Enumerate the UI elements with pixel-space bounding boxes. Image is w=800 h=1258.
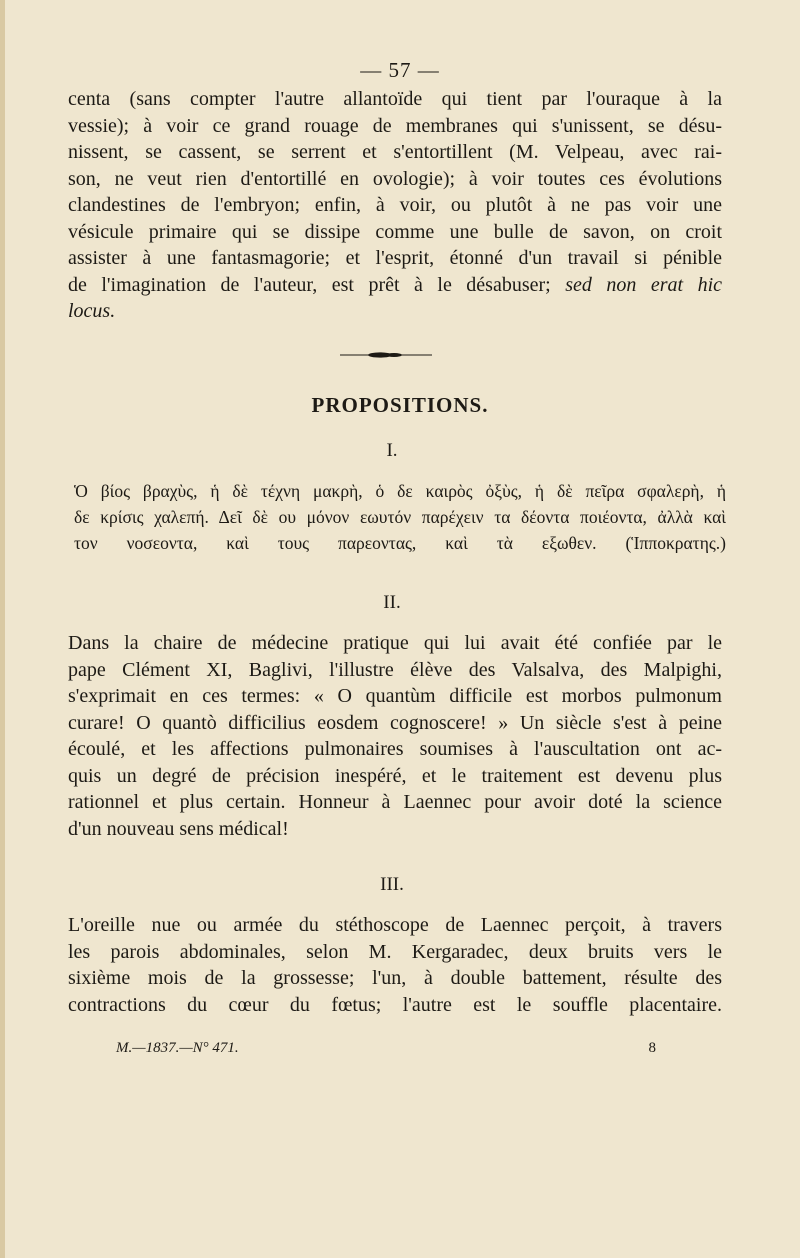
page-footer (116, 1040, 656, 1057)
text-line: contractions du cœur du fœtus; l'autre est le souffle placentaire. (68, 993, 722, 1016)
text-line: sixième mois de la grossesse; l'un, à double battement, résulte des (68, 967, 722, 989)
greek-line: δε κρίσις χαλεπή. Δεῖ δὲ ου μόνον εωυτόν παρέχειν τα δέοντα ποιέοντα, ἀλλὰ καὶ (74, 507, 726, 527)
greek-last-line (74, 530, 726, 556)
proposition-number: III. (380, 874, 404, 895)
text-line: pape Clément XI, Baglivi, l'illustre élève des Valsalva, des Malpighi, (68, 658, 722, 681)
proposition-number: II. (383, 592, 401, 613)
text-line: nissent, se cassent, se serrent et s'entortillent (M. Velpeau, avec rai- (68, 141, 722, 163)
greek-line: Ὁ βίος βραχὺς, ἡ δὲ τέχνη μακρὴ, ὁ δε καιρὸς ὀξὺς, ἡ δὲ πεῖρα σφαλερὴ, ἡ (74, 481, 726, 501)
ornament-divider (340, 352, 432, 358)
text-line: son, ne veut rien d'entortillé en ovologie); à voir toutes ces évolutions (68, 167, 722, 190)
text-line: Dans la chaire de médecine pratique qui lui avait été confiée par le (68, 632, 722, 654)
text-line: d'un nouveau sens médical! (68, 817, 289, 840)
greek-attribution: (Ἱπποκρατης.) (625, 533, 726, 553)
text-line: quis un degré de précision inespéré, et le traitement est devenu plus (68, 764, 722, 787)
text-line: curare! O quantò difficilius eosdem cognoscere! » Un siècle s'est à peine (68, 711, 722, 734)
proposition-2-text (68, 630, 722, 842)
section-title: PROPOSITIONS. (311, 393, 489, 417)
proposition-number: I. (386, 440, 398, 461)
latin-phrase-end: locus. (68, 300, 116, 322)
sheet-number: 8 (648, 1040, 656, 1056)
text-line-with-latin (68, 272, 722, 299)
intro-paragraph (68, 86, 722, 325)
text-line: s'exprimait en ces termes: « O quantùm difficile est morbos pulmonum (68, 685, 722, 707)
text-line: écoulé, et les affections pulmonaires soumises à l'auscultation ont ac- (68, 738, 722, 760)
page-number: — 57 — (360, 58, 440, 82)
greek-quotation (74, 478, 726, 556)
text-line: centa (sans compter l'autre allantoïde qui tient par l'ouraque à la (68, 88, 722, 110)
text-segment: de l'imagination de l'auteur, est prêt à le désabuser; (68, 273, 551, 296)
text-line: vessie); à voir ce grand rouage de membranes qui s'unissent, se désu- (68, 114, 722, 137)
text-line: vésicule primaire qui se dissipe comme une bulle de savon, on croit (68, 220, 722, 243)
page-edge (0, 0, 5, 1258)
text-line: assister à une fantasmagorie; et l'esprit, étonné d'un travail si pénible (68, 247, 722, 269)
greek-segment: τον νοσεοντα, καὶ τους παρεοντας, καὶ τὰ εξωθεν. (74, 533, 597, 553)
signature-mark: M.—1837.—N° 471. (116, 1040, 239, 1056)
proposition-3-text (68, 912, 722, 1018)
text-line: clandestines de l'embryon; enfin, à voir, ou plutôt à ne pas voir une (68, 194, 722, 216)
text-line: L'oreille nue ou armée du stéthoscope de Laennec perçoit, à travers (68, 914, 722, 936)
text-line: rationnel et plus certain. Honneur à Laennec pour avoir doté la science (68, 791, 722, 813)
text-line: les parois abdominales, selon M. Kergaradec, deux bruits vers le (68, 940, 722, 963)
latin-phrase: sed non erat hic (565, 273, 723, 296)
